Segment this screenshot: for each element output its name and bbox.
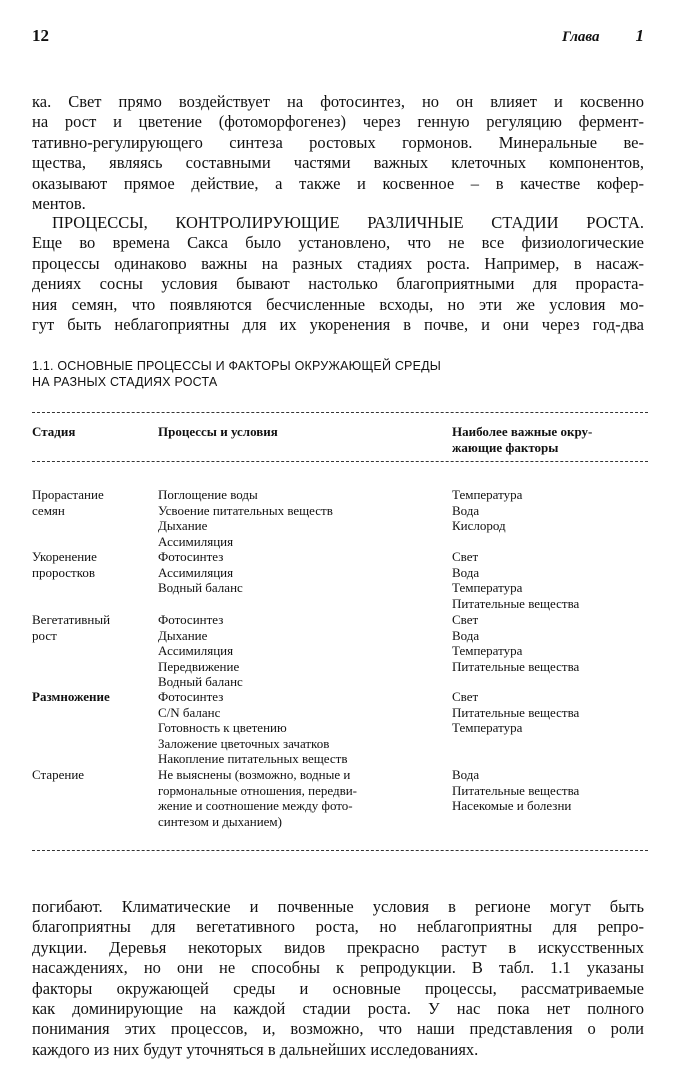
text-line: погибают. Климатические и почвенные условия в регионе могут быть (32, 897, 644, 916)
cell-line: семян (32, 502, 65, 518)
table-cell-processes (158, 487, 438, 549)
table-header-factors-line: жающие факторы (452, 440, 559, 455)
table-caption (32, 358, 441, 390)
table-cell-factors (452, 612, 648, 674)
section-heading-line: ПРОЦЕССЫ, КОНТРОЛИРУЮЩИЕ РАЗЛИЧНЫЕ СТАДИИ РОСТА. (52, 213, 644, 232)
table-cell-factors (452, 549, 648, 611)
table-cell-factors (452, 767, 648, 814)
cell-line: Ассимиляция (158, 643, 234, 659)
cell-line: гормональные отношения, передви- (158, 782, 358, 798)
cell-line: Водный баланс (158, 674, 243, 690)
paragraph-section (32, 213, 644, 335)
cell-line: Передвижение (158, 658, 240, 674)
table-header-processes: Процессы и условия (158, 424, 278, 439)
table-cell-stage (32, 487, 150, 518)
cell-line: Питательные вещества (452, 595, 580, 611)
table-cell-processes (158, 767, 438, 829)
text-line: ка. Свет прямо воздействует на фотосинтез, но он влияет и косвенно (32, 92, 644, 111)
text-line: ния семян, что появляются бесчисленные всходы, но эти же условия мо- (32, 294, 644, 314)
cell-line: Температура (452, 720, 523, 736)
table-cell-factors (452, 487, 648, 534)
cell-line: Вода (452, 627, 480, 643)
table-cell-stage (32, 689, 150, 705)
table-header-factors-line: Наиболее важные окру- (452, 424, 593, 439)
text-line: как доминирующие на каждой стадии роста. У нас пока нет полного (32, 999, 644, 1019)
cell-line: Питательные вещества (452, 658, 580, 674)
cell-line: Водный баланс (158, 580, 243, 596)
cell-line: Ассимиляция (158, 564, 234, 580)
cell-line: Фотосинтез (158, 689, 224, 704)
cell-line: Усвоение питательных веществ (158, 502, 333, 518)
cell-line: Температура (452, 643, 523, 659)
paragraph-top (32, 92, 644, 214)
cell-line: Поглощение воды (158, 487, 258, 502)
table-header-stage: Стадия (32, 424, 76, 439)
text-line: благоприятны для вегетативного роста, но неблагоприятны для репро- (32, 917, 644, 937)
cell-line: Питательные вещества (452, 782, 580, 798)
cell-line: Температура (452, 487, 523, 502)
cell-line: Фотосинтез (158, 549, 224, 564)
cell-line: синтезом и дыханием) (158, 813, 282, 829)
table-header-rule (32, 461, 648, 462)
cell-line: Заложение цветочных зачатков (158, 735, 330, 751)
text-line: оказывают прямое действие, а также и косвенное – в качестве кофер- (32, 173, 644, 193)
cell-line: жение и соотношение между фото- (158, 798, 353, 814)
cell-line: Укоренение (32, 549, 97, 564)
cell-line: проростков (32, 564, 96, 580)
cell-line: Свет (452, 549, 479, 564)
paragraph-bottom (32, 897, 644, 1060)
cell-line: Размножение (32, 689, 110, 704)
text-line: понимания этих процессов, и, возможно, что наши представления о роли (32, 1019, 644, 1039)
table-cell-stage (32, 612, 150, 643)
cell-line: Свет (452, 689, 479, 704)
text-line: каждого из них будут уточняться в дальнейших исследованиях. (32, 1039, 479, 1059)
table-caption-line: НА РАЗНЫХ СТАДИЯХ РОСТА (32, 375, 218, 389)
page-number: 12 (32, 26, 49, 45)
cell-line: Дыхание (158, 627, 208, 643)
chapter-word: Глава (561, 29, 600, 45)
text-line: на рост и цветение (фотоморфогенез) через генную регуляцию фермент- (32, 112, 644, 132)
table-top-rule (32, 412, 648, 413)
cell-line: Температура (452, 580, 523, 596)
table-header-factors (452, 424, 648, 456)
cell-line: Дыхание (158, 518, 208, 534)
cell-line: Вегетативный (32, 612, 111, 627)
chapter-number: 1 (635, 26, 644, 45)
text-line: насаждениях, но они не способны к репродукции. В табл. 1.1 указаны (32, 958, 644, 978)
text-line: гут быть неблагоприятны для их укоренения в почве, и они через год-два (32, 315, 644, 335)
cell-line: Ассимиляция (158, 533, 234, 549)
cell-line: Вода (452, 502, 480, 518)
text-line: дукции. Деревья некоторых видов прекрасно растут в искусственных (32, 937, 644, 957)
cell-line: Фотосинтез (158, 612, 224, 627)
cell-line: Свет (452, 612, 479, 627)
text-line: ментов. (32, 194, 86, 214)
cell-line: Прорастание (32, 487, 104, 502)
cell-line: Готовность к цветению (158, 720, 287, 736)
table-cell-stage (32, 767, 150, 783)
cell-line: Накопление питательных веществ (158, 751, 348, 767)
text-line: дениях сосны условия бывают настолько благоприятными для прораста- (32, 274, 644, 294)
cell-line: рост (32, 627, 57, 643)
text-line: Еще во времена Сакса было установлено, что не все физиологические (32, 233, 644, 253)
table-cell-processes (158, 549, 438, 596)
text-line: тативно-регулирующего синтеза ростовых гормонов. Минеральные ве- (32, 132, 644, 152)
running-header (32, 26, 644, 50)
text-line: процессы одинаково важны на разных стадиях роста. Например, в насаж- (32, 253, 644, 273)
cell-line: Кислород (452, 518, 506, 534)
table-bottom-rule (32, 850, 648, 851)
table-cell-stage (32, 549, 150, 580)
cell-line: Вода (452, 564, 480, 580)
cell-line: Старение (32, 767, 85, 782)
cell-line: Вода (452, 767, 480, 782)
cell-line: Не выяснены (возможно, водные и (158, 767, 351, 782)
chapter-label (562, 26, 644, 46)
cell-line: Насекомые и болезни (452, 798, 572, 814)
cell-line: C/N баланс (158, 704, 221, 720)
table-cell-processes (158, 612, 438, 690)
table-cell-processes (158, 689, 438, 767)
text-line: факторы окружающей среды и основные процессы, рассматриваемые (32, 978, 644, 998)
cell-line: Питательные вещества (452, 704, 580, 720)
text-line: щества, являясь составными частями важных клеточных компонентов, (32, 153, 644, 173)
table-cell-factors (452, 689, 648, 736)
table-caption-line: 1.1. ОСНОВНЫЕ ПРОЦЕССЫ И ФАКТОРЫ ОКРУЖАЮЩЕЙ СРЕДЫ (32, 359, 442, 373)
